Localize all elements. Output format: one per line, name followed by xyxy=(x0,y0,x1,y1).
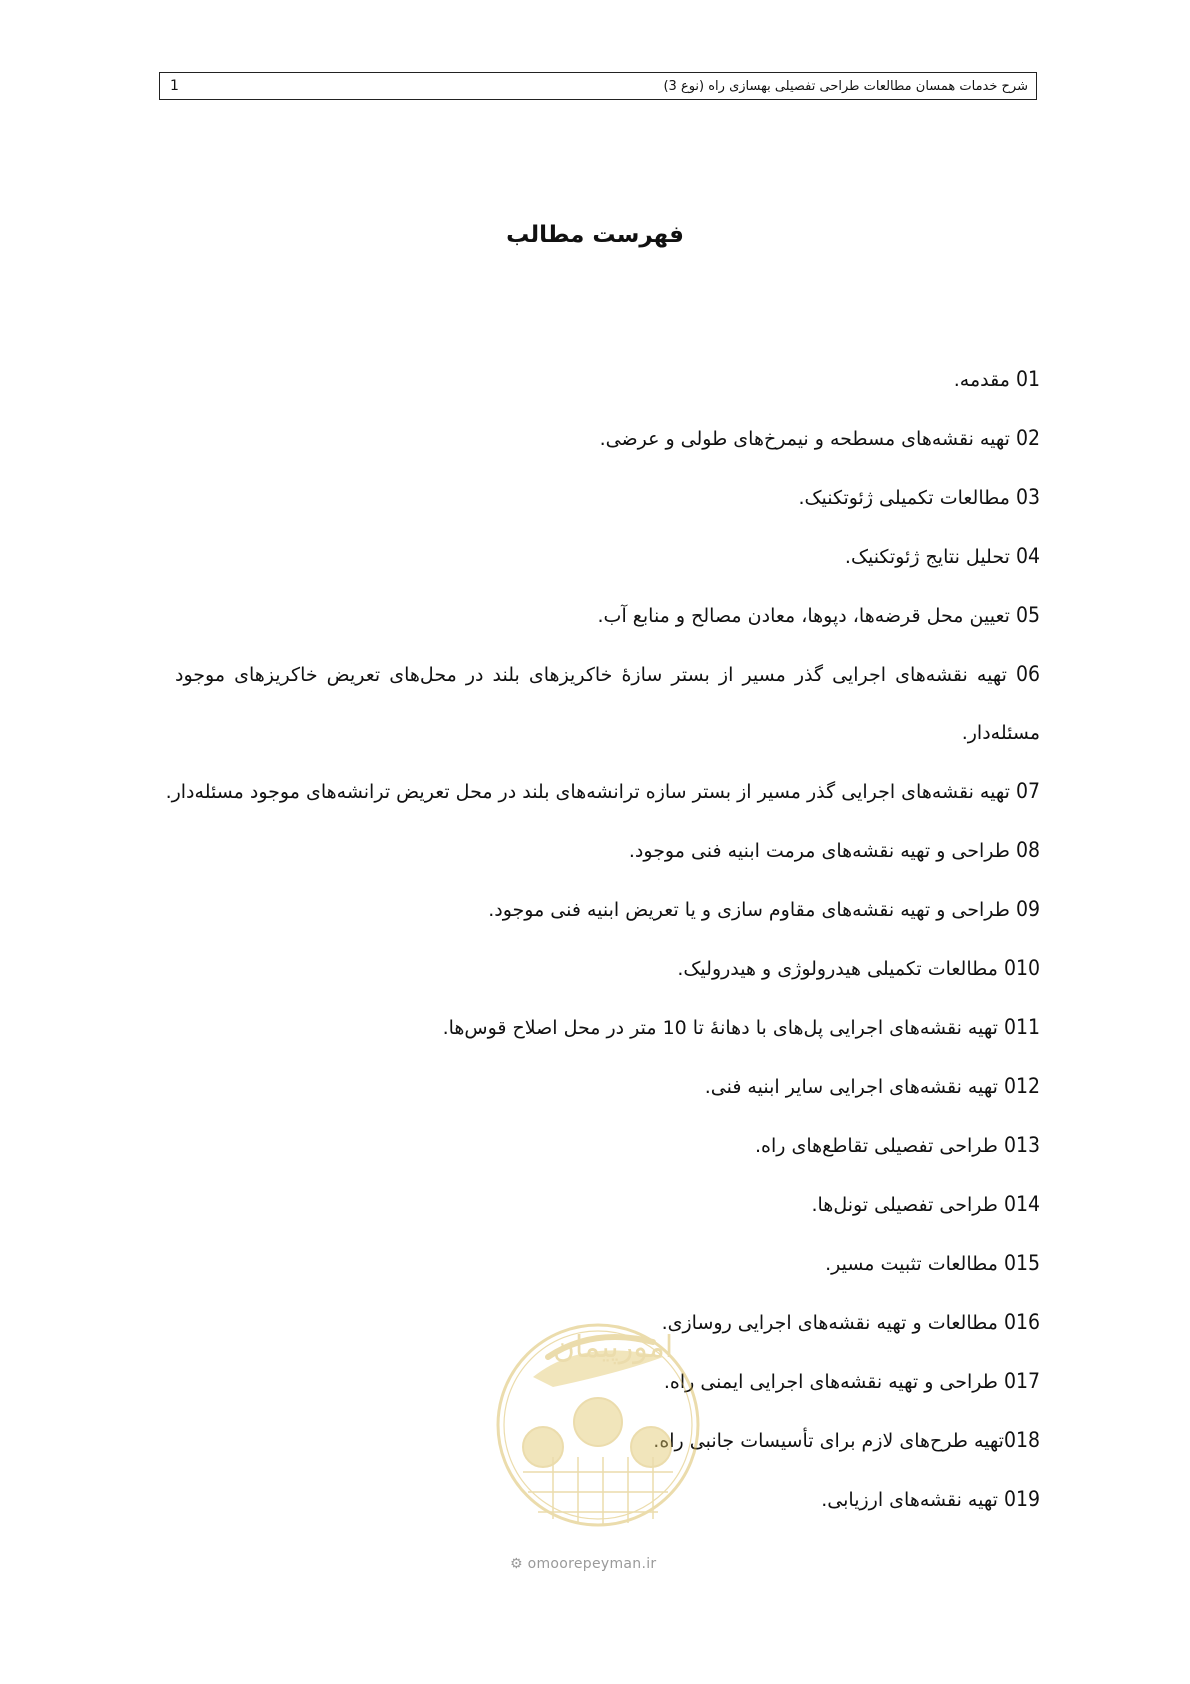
toc-item-text: مطالعات تثبیت مسیر. xyxy=(825,1253,998,1275)
toc-item-text: مطالعات تکمیلی هیدرولوژی و هیدرولیک. xyxy=(677,958,998,980)
toc-item-number: 04 xyxy=(1015,544,1040,568)
toc-item-number: 019 xyxy=(1003,1487,1040,1511)
watermark-url-text: omoorepeyman.ir xyxy=(527,1556,657,1572)
toc-item xyxy=(175,1352,1040,1411)
toc-item-number: 017 xyxy=(1003,1369,1040,1393)
toc-item-number: 08 xyxy=(1015,838,1040,862)
toc-item-number: 09 xyxy=(1015,897,1040,921)
toc-item-text: مطالعات تکمیلی ژئوتکنیک. xyxy=(798,487,1010,509)
toc-item xyxy=(175,586,1040,645)
toc-item xyxy=(175,998,1040,1057)
toc-item-number: 05 xyxy=(1015,603,1040,627)
toc-heading: فهرست مطالب xyxy=(506,222,684,248)
toc-item xyxy=(175,1057,1040,1116)
toc-item xyxy=(175,468,1040,527)
watermark-logo-text: امورپیمان xyxy=(552,1330,674,1365)
toc-item xyxy=(175,1293,1040,1352)
toc-item-text: تهیه نقشه‌های اجرایی گذر مسیر از بستر سازه ترانشه‌های بلند در محل تعریض ترانشه‌های موجود مسئله‌دار. xyxy=(165,781,1010,803)
toc-item xyxy=(175,1116,1040,1175)
toc-item-number: 018 xyxy=(1003,1428,1040,1452)
toc-item-text: تهیه نقشه‌های اجرایی پل‌های با دهانهٔ تا 10 متر در محل اصلاح قوس‌ها. xyxy=(442,1017,998,1039)
toc-item-text: مطالعات و تهیه نقشه‌های اجرایی روسازی. xyxy=(661,1312,998,1334)
toc-item xyxy=(175,939,1040,998)
toc-item-text: تعیین محل قرضه‌ها، دپوها، معادن مصالح و منابع آب. xyxy=(597,605,1010,627)
toc-item-number: 015 xyxy=(1003,1251,1040,1275)
toc-item-number: 02 xyxy=(1015,426,1040,450)
toc-item-number: 014 xyxy=(1003,1192,1040,1216)
toc-item-number: 06 xyxy=(1015,662,1040,686)
toc-item-number: 011 xyxy=(1003,1015,1040,1039)
toc-item-text: تهیه نقشه‌های مسطحه و نیمرخ‌های طولی و عرضی. xyxy=(599,428,1010,450)
toc-item-text: تهیه نقشه‌های اجرایی سایر ابنیه فنی. xyxy=(704,1076,998,1098)
page-number: 1 xyxy=(170,78,179,94)
toc-item-text: طراحی و تهیه نقشه‌های اجرایی ایمنی راه. xyxy=(663,1371,998,1393)
toc-item-text: تحلیل نتایج ژئوتکنیک. xyxy=(844,546,1010,568)
toc-item-text: طراحی تفصیلی تقاطع‌های راه. xyxy=(755,1135,998,1157)
toc-item xyxy=(175,645,1040,762)
toc-item-text: تهیه طرح‌های لازم برای تأسیسات جانبی راه. xyxy=(653,1430,1004,1452)
toc-item xyxy=(175,409,1040,468)
toc-item-number: 012 xyxy=(1003,1074,1040,1098)
toc-item-text: طراحی تفصیلی تونل‌ها. xyxy=(811,1194,998,1216)
toc-item-text: تهیه نقشه‌های ارزیابی. xyxy=(821,1489,998,1511)
toc-item-number: 03 xyxy=(1015,485,1040,509)
toc-item-text: مقدمه. xyxy=(953,369,1010,391)
toc-list xyxy=(165,350,1040,1529)
document-title: شرح خدمات همسان مطالعات طراحی تفصیلی بهسازی راه (نوع 3) xyxy=(663,78,1028,94)
toc-item-number: 01 xyxy=(1015,367,1040,391)
toc-item-number: 013 xyxy=(1003,1133,1040,1157)
watermark-url: ⚙ omoorepeyman.ir xyxy=(510,1556,657,1572)
toc-item-text: طراحی و تهیه نقشه‌های مرمت ابنیه فنی موجود. xyxy=(628,840,1010,862)
toc-item xyxy=(175,1234,1040,1293)
toc-item xyxy=(175,1175,1040,1234)
toc-item xyxy=(175,821,1040,880)
toc-item xyxy=(175,880,1040,939)
toc-item-number: 07 xyxy=(1015,779,1040,803)
toc-item-number: 010 xyxy=(1003,956,1040,980)
toc-item xyxy=(165,762,1040,821)
toc-item-text: تهیه نقشه‌های اجرایی گذر مسیر از بستر سازهٔ خاکریزهای بلند در محل‌های تعریض خاکریزهای موجود مسئله‌دار. xyxy=(175,664,1040,744)
page-header xyxy=(159,72,1037,100)
toc-item xyxy=(175,527,1040,586)
toc-item-number: 016 xyxy=(1003,1310,1040,1334)
toc-item xyxy=(175,1470,1040,1529)
toc-item xyxy=(175,1411,1040,1470)
toc-item-text: طراحی و تهیه نقشه‌های مقاوم سازی و یا تعریض ابنیه فنی موجود. xyxy=(488,899,1010,921)
toc-item xyxy=(175,350,1040,409)
